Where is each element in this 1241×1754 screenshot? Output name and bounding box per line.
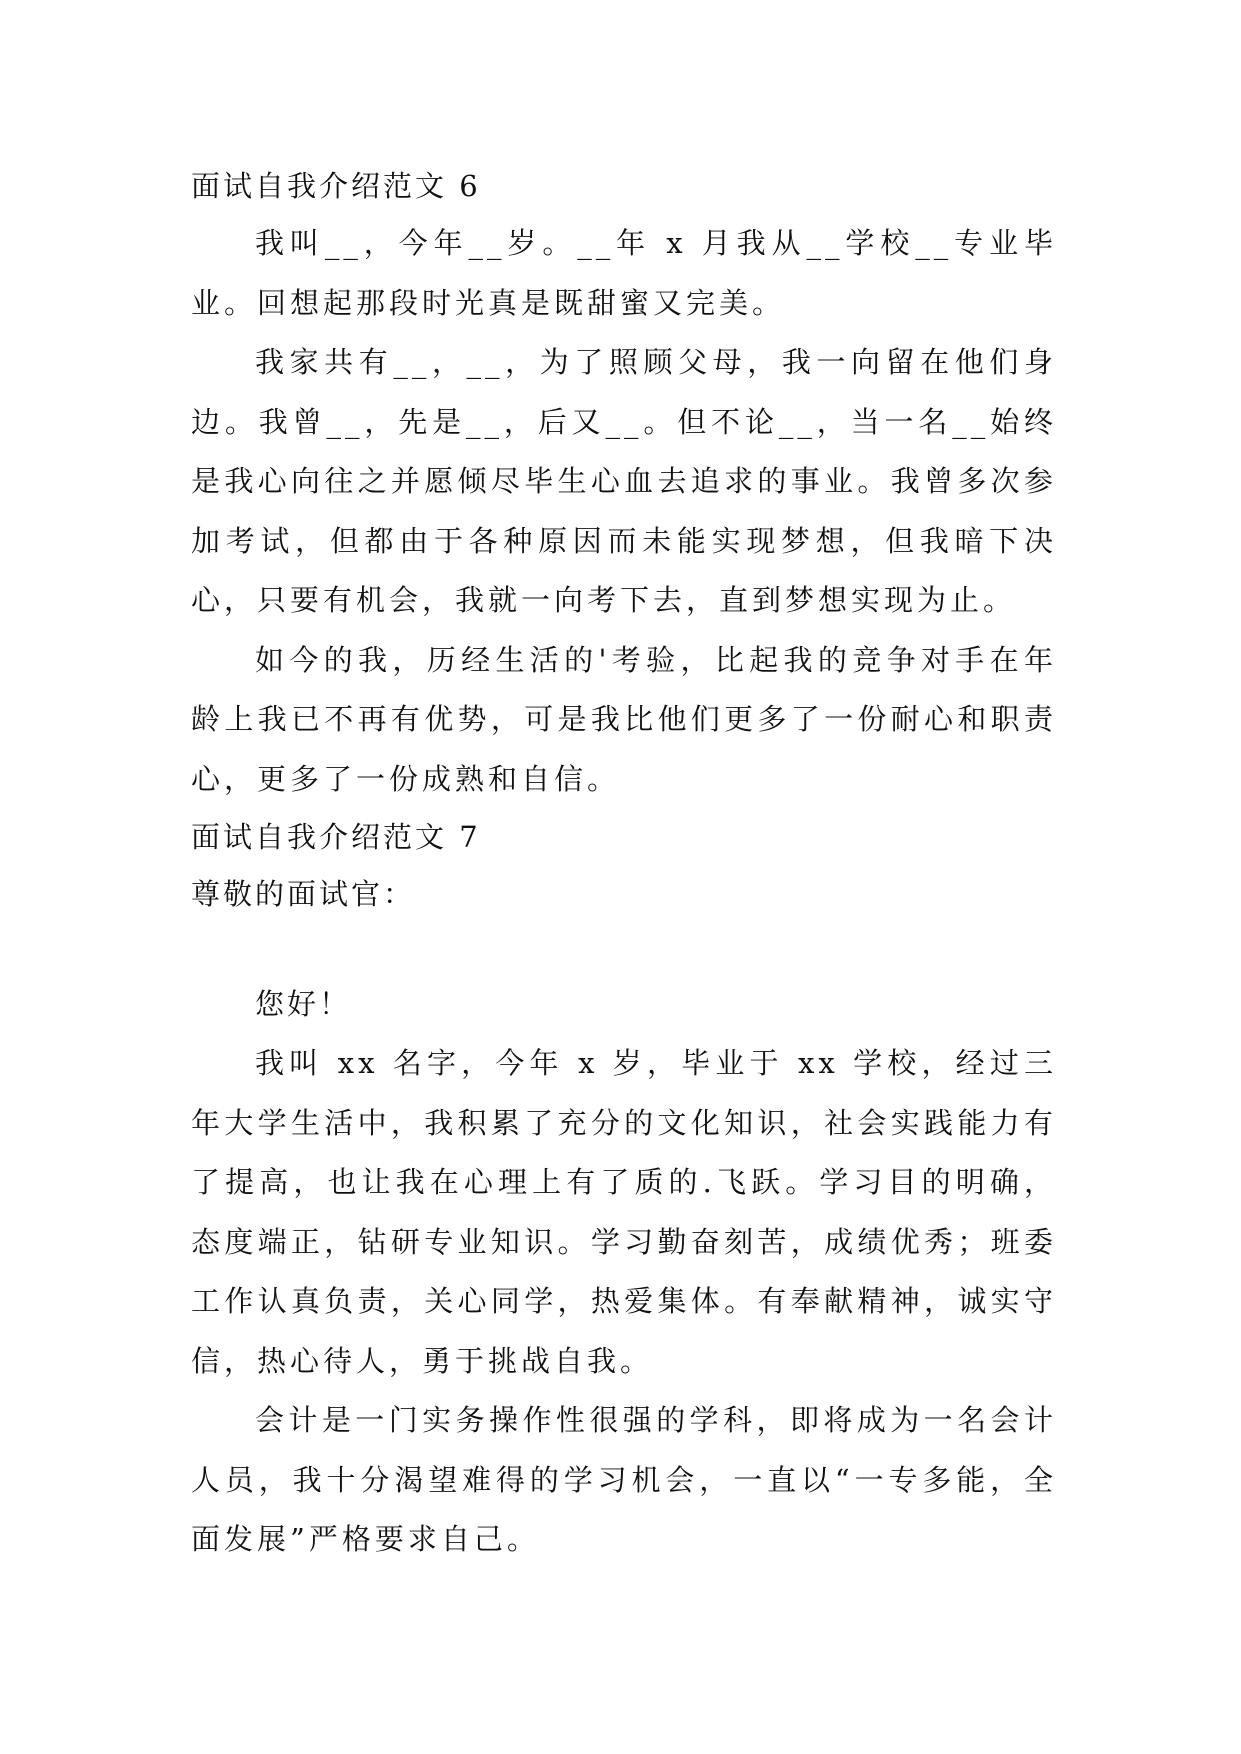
blank-line [191,924,1057,976]
section-7-title: 面试自我介绍范文 7 [191,820,481,854]
section-7-paragraph-2: 会计是一门实务操作性很强的学科，即将成为一名会计人员，我十分渴望难得的学习机会，一直以“一专多能，全面发展”严格要求自己。 [191,1403,1057,1556]
section-6-paragraph-3: 如今的我，历经生活的'考验，比起我的竞争对手在年龄上我已不再有优势，可是我比他们更多了一份耐心和职责心，更多了一份成熟和自信。 [191,642,1057,796]
section-7-greeting: 您好！ [255,987,352,1021]
document-content [191,158,1057,1570]
section-6-paragraph-2: 我家共有__，__，为了照顾父母，我一向留在他们身边。我曾__，先是__，后又__。但不论__，当一名__始终是我心向往之并愿倾尽毕生心血去追求的事业。我曾多次参加考试，但都由于各种原因而未能实现梦想，但我暗下决心，只要有机会，我就一向考下去，直到梦想实现为止。 [191,345,1057,617]
section-6-title: 面试自我介绍范文 6 [191,169,481,203]
section-7-paragraph-1: 我叫 xx 名字，今年 x 岁，毕业于 xx 学校，经过三年大学生活中，我积累了充分的文化知识，社会实践能力有了提高，也让我在心理上有了质的.飞跃。学习目的明确，态度端正，钻研专业知识。学习勤奋刻苦，成绩优秀；班委工作认真负责，关心同学，热爱集体。有奉献精神，诚实守信，热心待人，勇于挑战自我。 [191,1046,1057,1378]
section-6-paragraph-1: 我叫__，今年__岁。__年 x 月我从__学校__专业毕业。回想起那段时光真是既甜蜜又完美。 [191,226,1057,320]
section-7-salutation: 尊敬的面试官： [191,877,416,911]
